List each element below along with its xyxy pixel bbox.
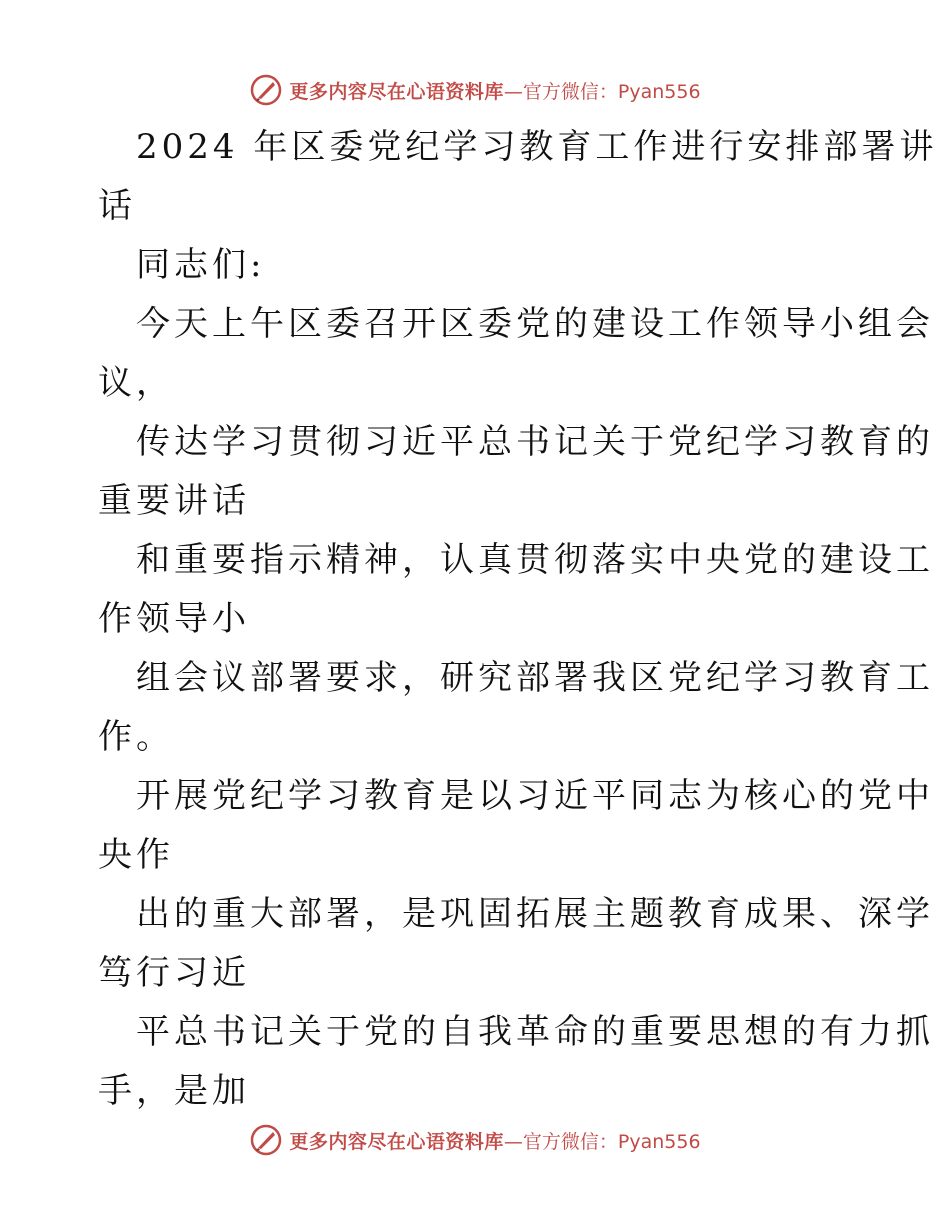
banner-text: 更多内容尽在心语资料库 <box>289 1130 504 1153</box>
quill-logo-icon <box>249 1123 283 1157</box>
document-line: 议， <box>98 363 174 403</box>
banner-contact: —官方微信：Pyan556 <box>503 80 701 103</box>
document-line: 话 <box>98 186 136 226</box>
document-line: 笃行习近 <box>98 953 250 993</box>
document-line: 2024 年区委党纪学习教育工作进行安排部署讲 <box>136 127 938 167</box>
footer-banner <box>0 1120 950 1160</box>
document-line: 平总书记关于党的自我革命的重要思想的有力抓 <box>136 1012 934 1052</box>
banner-text: 更多内容尽在心语资料库 <box>289 80 504 103</box>
document-line: 手，是加 <box>98 1071 250 1111</box>
document-line: 作。 <box>98 717 174 757</box>
document-line: 央作 <box>98 835 174 875</box>
document-line: 作领导小 <box>98 599 250 639</box>
banner-contact: —官方微信：Pyan556 <box>503 1130 701 1153</box>
header-banner <box>0 70 950 110</box>
document-line: 和重要指示精神，认真贯彻落实中央党的建设工 <box>136 540 934 580</box>
document-line: 重要讲话 <box>98 481 250 521</box>
document-line: 出的重大部署，是巩固拓展主题教育成果、深学 <box>136 894 934 934</box>
document-line: 传达学习贯彻习近平总书记关于党纪学习教育的 <box>136 422 934 462</box>
quill-logo-icon <box>249 73 283 107</box>
document-line: 开展党纪学习教育是以习近平同志为核心的党中 <box>136 776 934 816</box>
document-line: 同志们: <box>136 245 266 285</box>
document-line: 今天上午区委召开区委党的建设工作领导小组会 <box>136 304 934 344</box>
document-body <box>98 118 938 1121</box>
document-line: 组会议部署要求，研究部署我区党纪学习教育工 <box>136 658 934 698</box>
